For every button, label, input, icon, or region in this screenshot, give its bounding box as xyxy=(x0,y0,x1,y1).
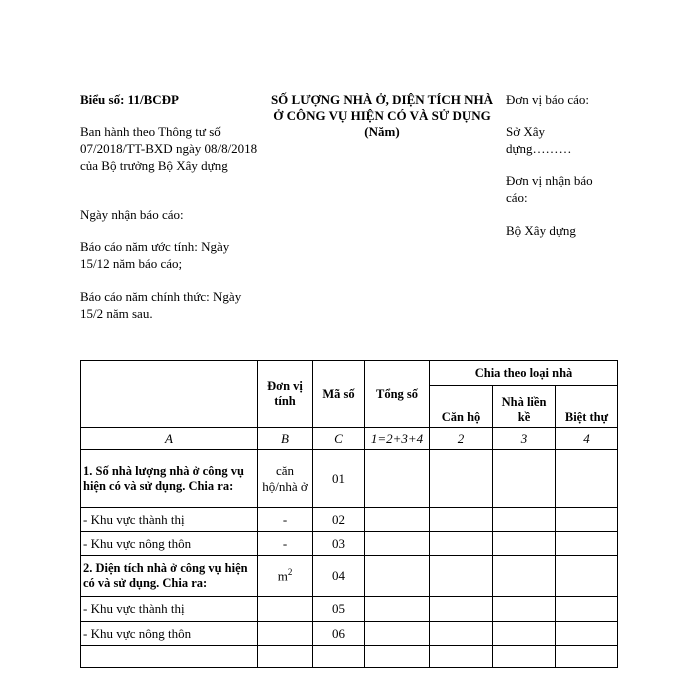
row-unit: - xyxy=(258,532,313,556)
group-header-house-type: Chia theo loại nhà xyxy=(430,361,618,386)
official-report-deadline: Báo cáo năm chính thức: Ngày 15/2 năm sau. xyxy=(80,289,242,321)
estimated-report-deadline: Báo cáo năm ước tính: Ngày 15/12 năm báo cáo; xyxy=(80,239,230,271)
received-date-label: Ngày nhận báo cáo: xyxy=(80,207,184,222)
value-cell xyxy=(365,532,430,556)
col-header-unit: Đơn vị tính xyxy=(258,361,313,428)
value-cell xyxy=(81,646,258,668)
value-cell xyxy=(365,556,430,597)
col-header-townhouse: Nhà liền kề xyxy=(493,386,556,428)
receiving-unit-value: Bộ Xây dựng xyxy=(506,223,576,238)
row-code: 06 xyxy=(313,622,365,646)
index-cell: 2 xyxy=(430,428,493,450)
unit-exponent: 2 xyxy=(287,567,293,578)
receiving-unit-label: Đơn vị nhận báo cáo: xyxy=(506,173,593,205)
row-label: 1. Số nhà lượng nhà ở công vụ hiện có và sử dụng. Chia ra: xyxy=(81,450,258,508)
reporting-unit-value: Sở Xây dựng……… xyxy=(506,124,572,156)
value-cell xyxy=(556,556,618,597)
issuing-regulation: Ban hành theo Thông tư số 07/2018/TT-BXD ngày 08/8/2018 của Bộ trưởng Bộ Xây dựng xyxy=(80,124,258,173)
row-code: 05 xyxy=(313,597,365,622)
index-cell: 4 xyxy=(556,428,618,450)
row-unit xyxy=(258,597,313,622)
row-unit xyxy=(258,556,313,597)
value-cell xyxy=(493,556,556,597)
report-title-year: (Năm) xyxy=(364,124,400,139)
value-cell xyxy=(493,532,556,556)
header-blank-cell xyxy=(81,361,258,428)
unit-symbol: m xyxy=(277,568,288,584)
value-cell xyxy=(556,508,618,532)
col-header-total: Tổng số xyxy=(365,361,430,428)
index-cell: 1=2+3+4 xyxy=(365,428,430,450)
value-cell xyxy=(365,646,430,668)
table-row xyxy=(81,622,618,646)
table-header-row-1 xyxy=(81,361,618,386)
value-cell xyxy=(493,646,556,668)
row-code: 03 xyxy=(313,532,365,556)
row-label: - Khu vực nông thôn xyxy=(81,532,258,556)
value-cell xyxy=(556,646,618,668)
value-cell xyxy=(556,450,618,508)
index-cell: A xyxy=(81,428,258,450)
col-header-villa: Biệt thự xyxy=(556,386,618,428)
report-title-line2: Ở CÔNG VỤ HIỆN CÓ VÀ SỬ DỤNG xyxy=(273,108,491,123)
col-header-apartment: Căn hộ xyxy=(430,386,493,428)
value-cell xyxy=(430,532,493,556)
value-cell xyxy=(430,597,493,622)
table-row-empty xyxy=(81,646,618,668)
value-cell xyxy=(430,622,493,646)
row-code: 04 xyxy=(313,556,365,597)
table-row xyxy=(81,508,618,532)
value-cell xyxy=(365,450,430,508)
row-label: 2. Diện tích nhà ở công vụ hiện có và sử dụng. Chia ra: xyxy=(81,556,258,597)
report-table xyxy=(80,360,618,668)
table-row xyxy=(81,532,618,556)
row-unit: căn hộ/nhà ở xyxy=(258,450,313,508)
reporting-unit-label: Đơn vị báo cáo: xyxy=(506,92,590,107)
table-row xyxy=(81,597,618,622)
value-cell xyxy=(493,597,556,622)
value-cell xyxy=(493,622,556,646)
row-label: - Khu vực nông thôn xyxy=(81,622,258,646)
row-code: 02 xyxy=(313,508,365,532)
value-cell xyxy=(493,508,556,532)
value-cell xyxy=(365,597,430,622)
table-index-row xyxy=(81,428,618,450)
value-cell xyxy=(430,450,493,508)
index-cell: B xyxy=(258,428,313,450)
value-cell xyxy=(430,508,493,532)
table-row xyxy=(81,450,618,508)
row-label: - Khu vực thành thị xyxy=(81,508,258,532)
value-cell xyxy=(556,622,618,646)
value-cell xyxy=(556,532,618,556)
col-header-code: Mã số xyxy=(313,361,365,428)
value-cell xyxy=(493,450,556,508)
index-cell: C xyxy=(313,428,365,450)
report-title-line1: SỐ LƯỢNG NHÀ Ở, DIỆN TÍCH NHÀ xyxy=(270,92,494,107)
row-code: 01 xyxy=(313,450,365,508)
value-cell xyxy=(430,646,493,668)
value-cell xyxy=(556,597,618,622)
row-unit: - xyxy=(258,508,313,532)
row-unit xyxy=(258,622,313,646)
table-row xyxy=(81,556,618,597)
index-cell: 3 xyxy=(493,428,556,450)
form-number: Biểu số: 11/BCĐP xyxy=(80,92,179,107)
value-cell xyxy=(258,646,313,668)
row-label: - Khu vực thành thị xyxy=(81,597,258,622)
value-cell xyxy=(430,556,493,597)
value-cell xyxy=(365,622,430,646)
value-cell xyxy=(365,508,430,532)
value-cell xyxy=(313,646,365,668)
